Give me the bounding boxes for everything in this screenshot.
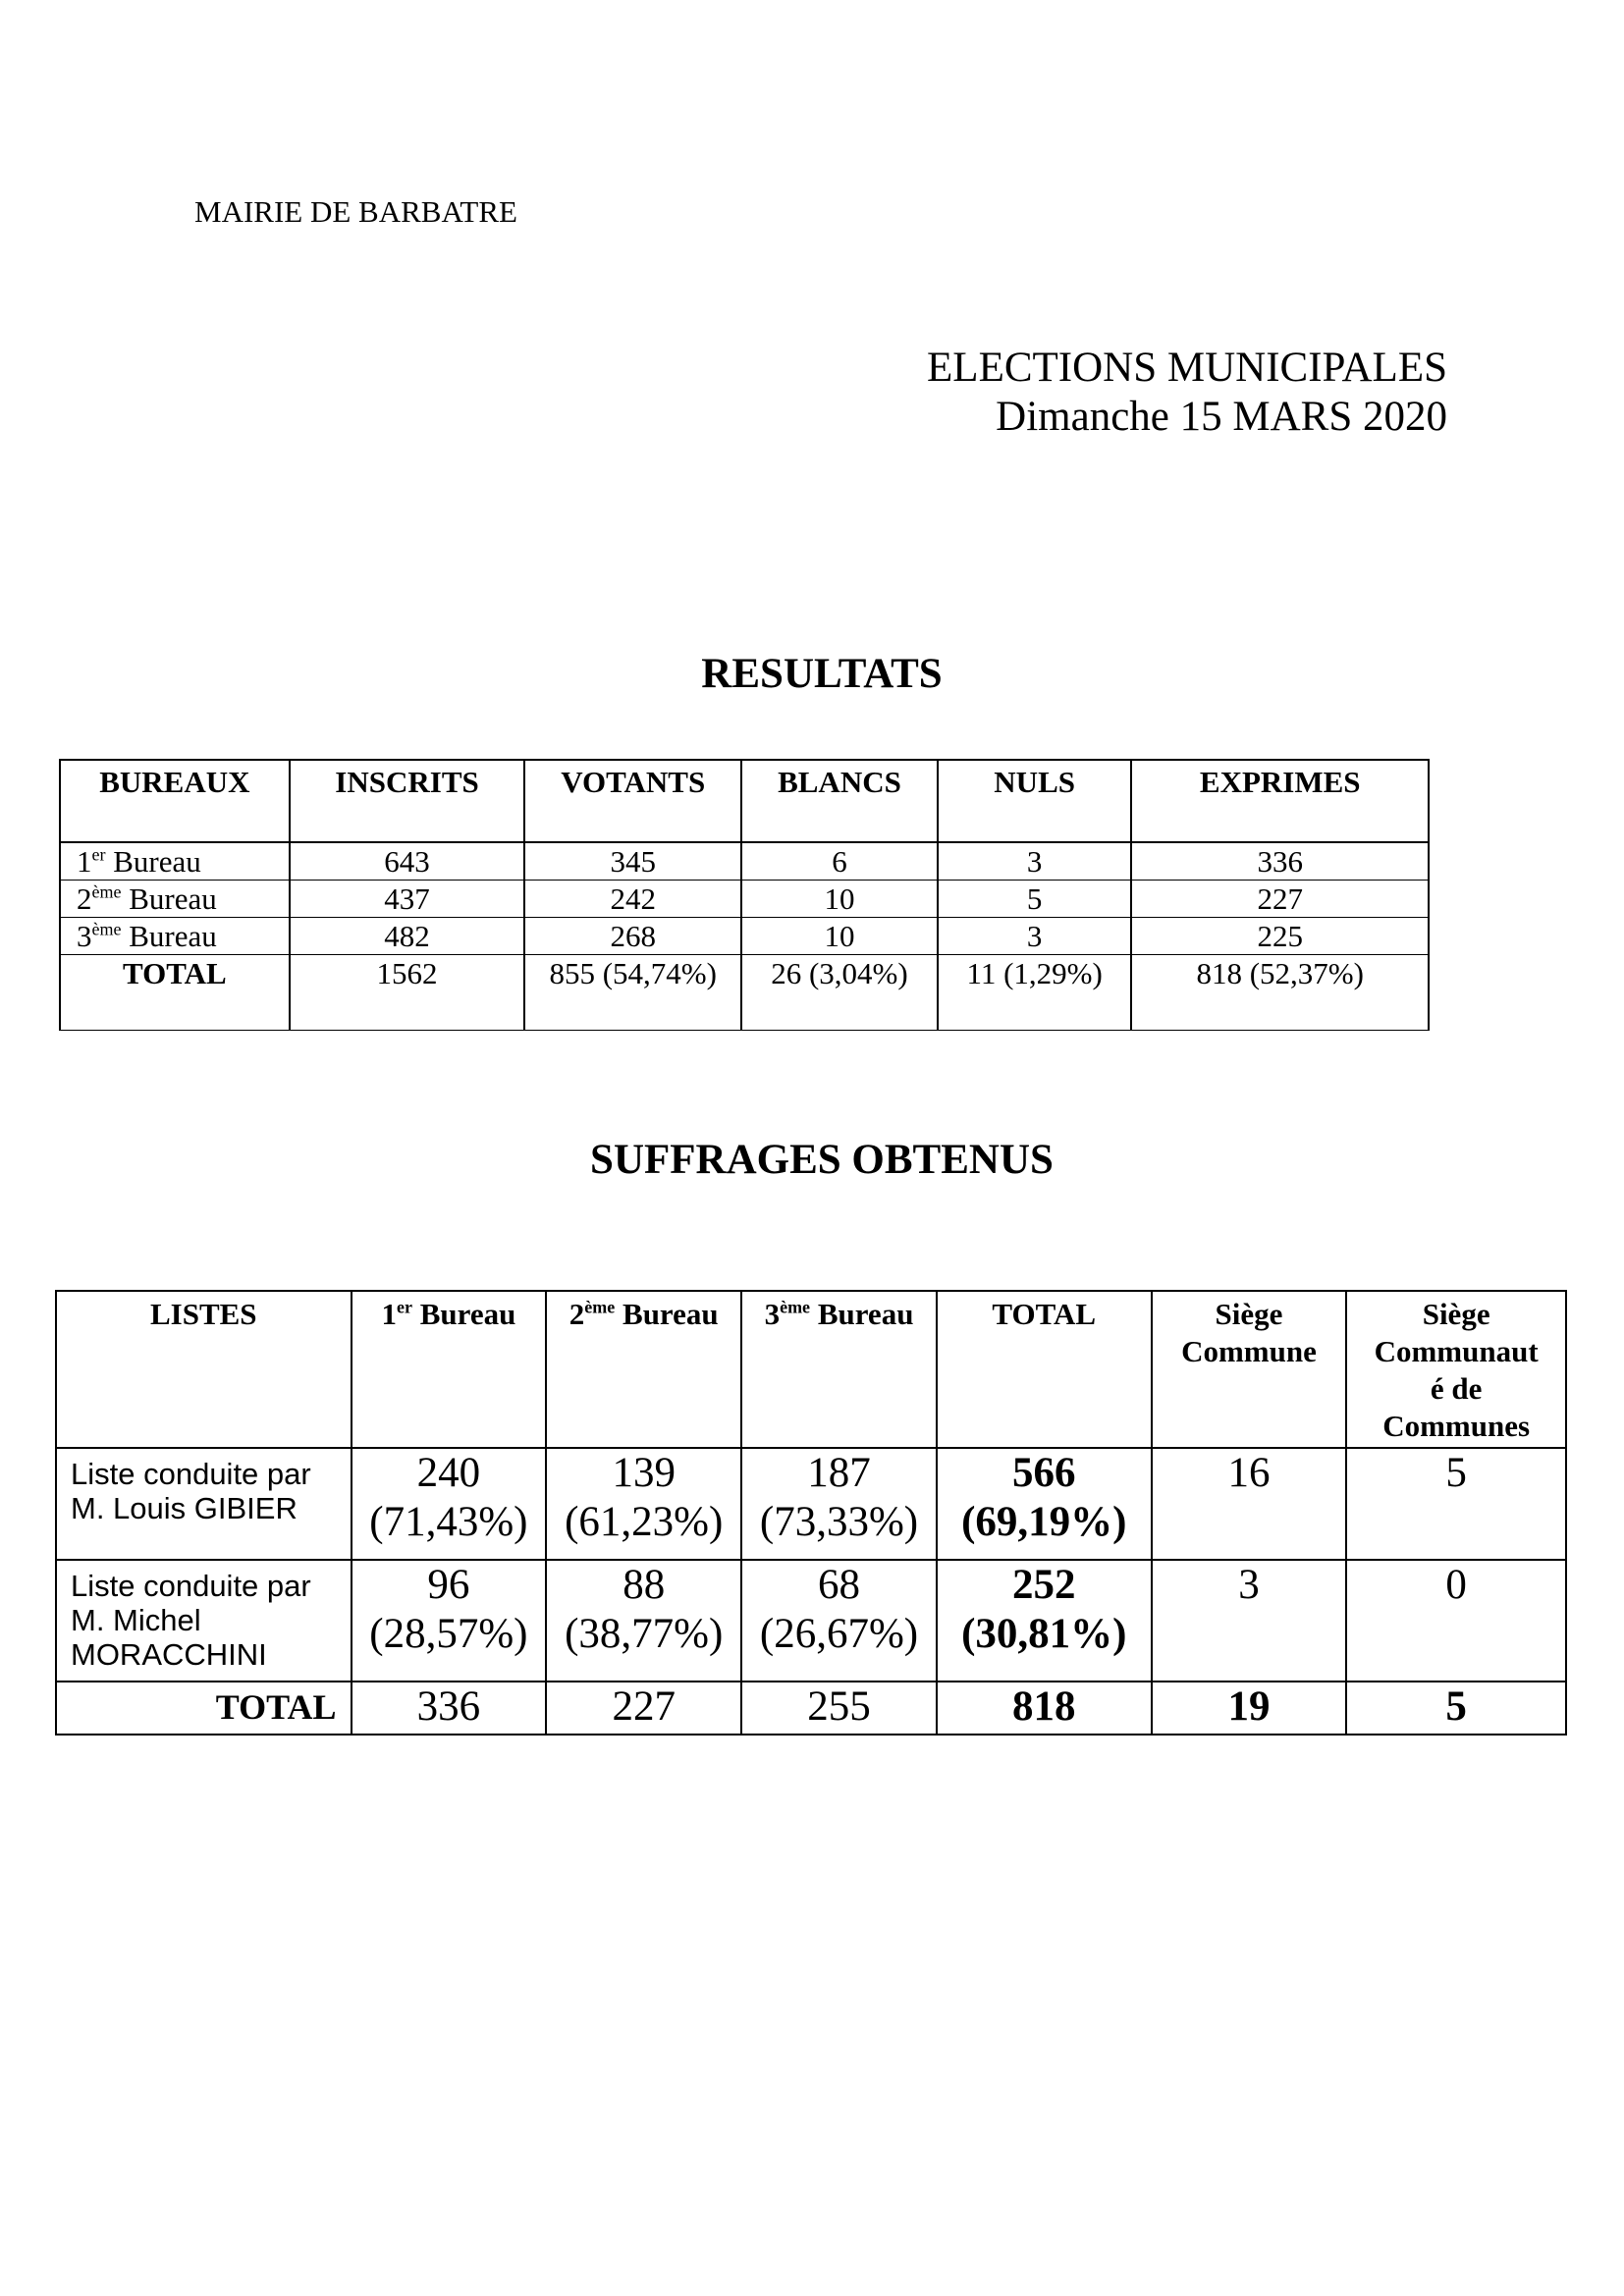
- resultats-header-row: [60, 760, 1429, 842]
- blancs-value: 10: [741, 918, 938, 955]
- votants-value: 345: [524, 842, 741, 881]
- col-bureaux: BUREAUX: [60, 760, 290, 842]
- siege-commune-value: 3: [1152, 1560, 1347, 1682]
- col-votants: VOTANTS: [524, 760, 741, 842]
- bureau-3-votes: 68 (26,67%): [741, 1560, 937, 1682]
- blancs-total: 26 (3,04%): [741, 955, 938, 1031]
- bureau-2-votes: 139 (61,23%): [546, 1448, 741, 1560]
- nuls-value: 3: [938, 842, 1132, 881]
- nuls-value: 5: [938, 881, 1132, 918]
- col-exprimes: EXPRIMES: [1131, 760, 1429, 842]
- siege-commune-value: 16: [1152, 1448, 1347, 1560]
- total-label: TOTAL: [60, 955, 290, 1031]
- election-title: ELECTIONS MUNICIPALES: [927, 345, 1447, 391]
- table-row: [56, 1448, 1566, 1560]
- bureau-1-total: 336: [352, 1682, 547, 1735]
- inscrits-value: 482: [290, 918, 525, 955]
- inscrits-value: 437: [290, 881, 525, 918]
- col-bureau-2: 2ème Bureau: [546, 1291, 741, 1448]
- inscrits-value: 643: [290, 842, 525, 881]
- suffrages-table: [55, 1290, 1567, 1735]
- exprimes-value: 225: [1131, 918, 1429, 955]
- liste-name: Liste conduite par M. Louis GIBIER: [56, 1448, 352, 1560]
- resultats-table: [59, 759, 1430, 1031]
- suffrages-header-row: [56, 1291, 1566, 1448]
- table-row: [60, 842, 1429, 881]
- election-header: [927, 344, 1447, 442]
- exprimes-value: 336: [1131, 842, 1429, 881]
- total-votes: 566 (69,19%): [937, 1448, 1152, 1560]
- mairie-name: MAIRIE DE BARBATRE: [194, 194, 517, 229]
- votants-value: 242: [524, 881, 741, 918]
- total-row: [60, 955, 1429, 1031]
- siege-communaute-value: 5: [1346, 1448, 1566, 1560]
- bureau-1-votes: 240 (71,43%): [352, 1448, 547, 1560]
- col-listes: LISTES: [56, 1291, 352, 1448]
- col-bureau-1: 1er Bureau: [352, 1291, 547, 1448]
- col-blancs: BLANCS: [741, 760, 938, 842]
- bureau-2-total: 227: [546, 1682, 741, 1735]
- table-row: [60, 918, 1429, 955]
- bureau-3-total: 255: [741, 1682, 937, 1735]
- col-inscrits: INSCRITS: [290, 760, 525, 842]
- inscrits-total: 1562: [290, 955, 525, 1031]
- votants-total: 855 (54,74%): [524, 955, 741, 1031]
- suffrages-title: SUFFRAGES OBTENUS: [590, 1137, 1054, 1183]
- col-siege-commune: Siège Commune: [1152, 1291, 1347, 1448]
- col-nuls: NULS: [938, 760, 1132, 842]
- nuls-value: 3: [938, 918, 1132, 955]
- bureau-1-votes: 96 (28,57%): [352, 1560, 547, 1682]
- bureau-label: 1er Bureau: [60, 842, 290, 881]
- bureau-2-votes: 88 (38,77%): [546, 1560, 741, 1682]
- siege-communaute-total: 5: [1346, 1682, 1566, 1735]
- col-total: TOTAL: [937, 1291, 1152, 1448]
- siege-commune-total: 19: [1152, 1682, 1347, 1735]
- bureau-label: 2ème Bureau: [60, 881, 290, 918]
- bureau-3-votes: 187 (73,33%): [741, 1448, 937, 1560]
- votants-value: 268: [524, 918, 741, 955]
- col-bureau-3: 3ème Bureau: [741, 1291, 937, 1448]
- nuls-total: 11 (1,29%): [938, 955, 1132, 1031]
- blancs-value: 10: [741, 881, 938, 918]
- liste-name: Liste conduite par M. Michel MORACCHINI: [56, 1560, 352, 1682]
- total-votes: 252 (30,81%): [937, 1560, 1152, 1682]
- col-siege-communaute: Siège Communaut é de Communes: [1346, 1291, 1566, 1448]
- election-date: Dimanche 15 MARS 2020: [996, 394, 1447, 440]
- exprimes-total: 818 (52,37%): [1131, 955, 1429, 1031]
- exprimes-value: 227: [1131, 881, 1429, 918]
- total-label: TOTAL: [56, 1682, 352, 1735]
- total-row: [56, 1682, 1566, 1735]
- blancs-value: 6: [741, 842, 938, 881]
- resultats-title: RESULTATS: [701, 651, 943, 697]
- table-row: [56, 1560, 1566, 1682]
- bureau-label: 3ème Bureau: [60, 918, 290, 955]
- siege-communaute-value: 0: [1346, 1560, 1566, 1682]
- grand-total: 818: [937, 1682, 1152, 1735]
- table-row: [60, 881, 1429, 918]
